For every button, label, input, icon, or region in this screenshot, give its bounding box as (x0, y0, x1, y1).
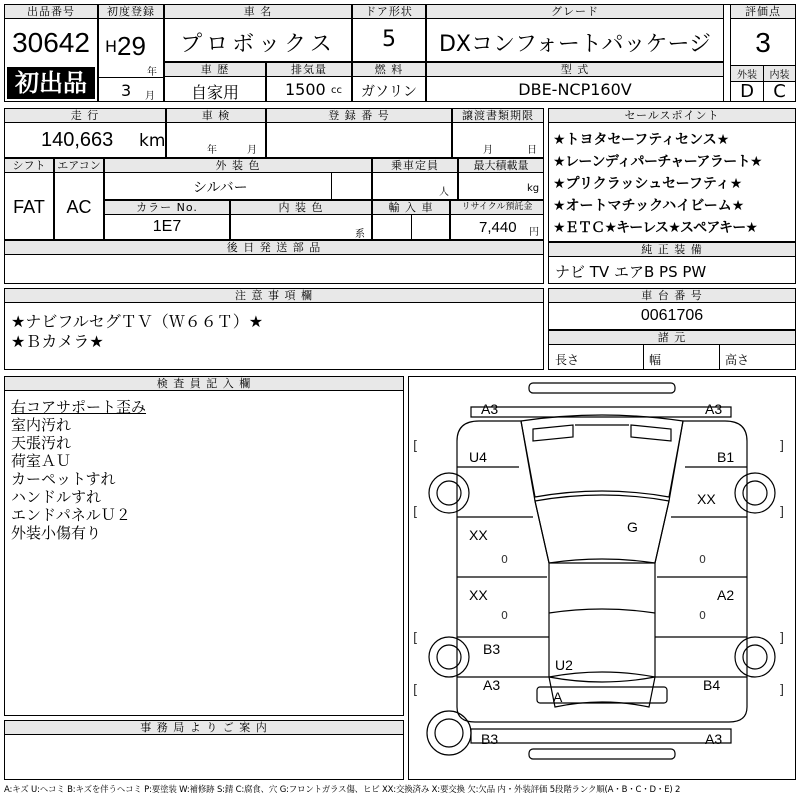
notes-line: ★ナビフルセグＴＶ（Ｗ６６Ｔ）★ (11, 312, 264, 331)
displacement-label: 排気量 (267, 63, 351, 77)
load-unit: kg (527, 183, 540, 194)
inspection-label: 車 検 (167, 109, 265, 123)
model-box (426, 62, 724, 102)
import-label: 輸 入 車 (373, 201, 449, 215)
bracket-left: [ (413, 631, 419, 646)
inspection-box (166, 108, 266, 158)
aircon-value: AC (66, 197, 92, 217)
shift-label: シフト (5, 159, 53, 173)
sales-point-item: ★プリクラッシュセーフティ★ (553, 176, 743, 192)
shift-box (4, 158, 54, 240)
door-box (352, 4, 426, 62)
fuel-label: 燃 料 (353, 63, 425, 77)
recycle-box (450, 200, 544, 240)
model-label: 型 式 (427, 63, 723, 77)
bracket-right: ] (779, 631, 785, 646)
damage-legend: A:キズ U:ヘコミ B:キズを伴うヘコミ P:要塗装 W:補修跡 S:錆 C:腐食、穴 G:フロントガラス傷、ヒビ XX:交換済み X:要交換 欠:欠品 内・外装評価 5段階ランク順(A・B・C・D・E) 2 (4, 785, 681, 795)
notes-label: 注 意 事 項 欄 (5, 289, 543, 303)
aircon-label: エアコン (55, 159, 103, 173)
registration-label: 初度登録 (99, 5, 163, 19)
interior-score: C (773, 81, 786, 102)
color-no-label: カラー No. (105, 201, 229, 215)
load-box (458, 158, 544, 200)
office-label: 事 務 局 よ り ご 案 内 (5, 721, 403, 735)
registration-month: 3 (121, 81, 132, 100)
sales-point-item: ★ＥＴＣ★キーレス★スペアキー★ (553, 220, 758, 236)
recycle-unit: 円 (529, 227, 539, 238)
int-color-unit: 系 (355, 229, 365, 240)
registration-month-unit: 月 (145, 91, 155, 102)
registration-era: H (105, 37, 118, 56)
spec-width-label: 幅 (649, 353, 662, 367)
lot-number: 30642 (12, 27, 90, 58)
plate-label: 登 録 番 号 (267, 109, 451, 123)
int-color-box (230, 200, 372, 240)
chassis-label: 車 台 番 号 (549, 289, 795, 303)
damage-left-front-door: XX (469, 527, 488, 543)
grade-box (426, 4, 724, 62)
car-name-box (164, 4, 352, 62)
sales-point-item: ★レーンディパーチャーアラート★ (553, 154, 762, 170)
bracket-left: [ (413, 439, 419, 454)
zero-mark: 0 (699, 553, 706, 566)
door-label: ドア形状 (353, 5, 425, 19)
equipment-box (548, 242, 796, 284)
damage-rear-right: A3 (705, 731, 723, 747)
damage-left-rear-fender: B3 (483, 641, 501, 657)
grade-label: グレード (427, 5, 723, 19)
car-outline (409, 377, 795, 779)
load-label: 最大積載量 (459, 159, 543, 173)
sales-points-label: セールスポイント (549, 109, 795, 123)
displacement-value: 1500 (285, 80, 326, 99)
car-name-value: プロボックス (180, 32, 336, 57)
inspector-line: 右コアサポート歪み (11, 398, 147, 416)
history-box (164, 62, 266, 102)
damage-front-right: A3 (705, 401, 723, 417)
sales-point-item: ★トヨタセーフティセンス★ (553, 132, 730, 148)
grade-value: DXコンフォートパッケージ (438, 32, 712, 57)
damage-left-front-fender: U4 (469, 449, 487, 465)
mileage-value: 140,663 (41, 129, 114, 151)
int-color-label: 内 装 色 (231, 201, 371, 215)
mileage-unit: km (139, 131, 166, 151)
transfer-month-unit: 月 (483, 145, 493, 156)
color-no-box (104, 200, 230, 240)
recycle-value: 7,440 (479, 219, 517, 236)
specs-label: 諸 元 (549, 331, 795, 345)
ext-color-label: 外 装 色 (105, 159, 371, 173)
zero-mark: 0 (699, 609, 706, 622)
inspector-line: ハンドルすれ (11, 488, 102, 506)
mileage-label: 走 行 (5, 109, 165, 123)
bracket-right: ] (779, 439, 785, 454)
inspection-year-unit: 年 (207, 145, 217, 156)
damage-front-left: A3 (481, 401, 499, 417)
inspector-line: 室内汚れ (11, 416, 72, 434)
inspection-month-unit: 月 (247, 145, 257, 156)
capacity-box (372, 158, 458, 200)
zero-mark: 0 (501, 609, 508, 622)
office-box (4, 720, 404, 780)
damage-right-rear-door: A2 (717, 587, 735, 603)
ext-color-box (104, 158, 372, 200)
bracket-left: [ (413, 505, 419, 520)
model-value: DBE-NCP160V (518, 80, 632, 99)
bracket-right: ] (779, 683, 785, 698)
registration-year: 29 (117, 31, 146, 61)
notes-box (4, 288, 544, 370)
bracket-right: ] (779, 505, 785, 520)
fuel-value: ガソリン (361, 84, 417, 100)
history-value: 自家用 (190, 83, 239, 102)
transfer-label: 譲渡書類期限 (453, 109, 543, 123)
inspector-line: エンドパネルＵ２ (11, 506, 131, 524)
interior-label: 内装 (764, 66, 795, 82)
first-listing-badge: 初出品 (7, 67, 95, 99)
plate-box (266, 108, 452, 158)
spec-length-label: 長さ (555, 353, 580, 367)
mileage-box (4, 108, 166, 158)
color-no-value: 1E7 (152, 218, 182, 235)
equipment-value: ナビ TV エアB PS PW (555, 263, 707, 281)
aircon-box (54, 158, 104, 240)
damage-roof-rear: U2 (555, 657, 573, 673)
transfer-day-unit: 日 (527, 145, 537, 156)
zero-mark: 0 (501, 553, 508, 566)
chassis-value: 0061706 (640, 307, 704, 324)
import-box (372, 200, 450, 240)
door-value: 5 (382, 27, 396, 52)
lot-box (4, 4, 98, 102)
sales-points-box (548, 108, 796, 242)
score-label: 評価点 (731, 5, 795, 19)
damage-right-front-wheel: XX (697, 491, 716, 507)
lot-label: 出品番号 (5, 5, 97, 19)
damage-left-rear-door: XX (469, 587, 488, 603)
registration-box (98, 4, 164, 102)
exterior-score: D (740, 81, 754, 102)
specs-box (548, 330, 796, 370)
damage-right-rear-quarter: B4 (703, 677, 721, 693)
inspector-label: 検 査 員 記 入 欄 (5, 377, 403, 391)
shift-value: FAT (13, 197, 45, 217)
damage-hood: G (627, 519, 638, 535)
inspector-box (4, 376, 404, 716)
spec-height-label: 高さ (725, 353, 750, 367)
inspector-line: 荷室ＡＵ (11, 452, 72, 470)
fuel-box (352, 62, 426, 102)
history-label: 車 歴 (165, 63, 265, 77)
inspector-line: カーペットすれ (11, 470, 116, 488)
later-parts-box (4, 240, 544, 284)
registration-year-unit: 年 (147, 67, 157, 78)
score-value: 3 (755, 27, 771, 58)
damage-rear-left: B3 (481, 731, 499, 747)
damage-left-rear-quarter: A3 (483, 677, 501, 693)
displacement-box (266, 62, 352, 102)
exterior-label: 外装 (731, 66, 763, 82)
capacity-label: 乗車定員 (373, 159, 457, 173)
later-parts-label: 後 日 発 送 部 品 (5, 241, 543, 255)
car-name-label: 車 名 (165, 5, 351, 19)
displacement-unit: cc (331, 85, 342, 96)
chassis-box (548, 288, 796, 330)
sales-point-item: ★オートマチックハイビーム★ (553, 198, 745, 214)
damage-tailgate: A (553, 689, 563, 705)
transfer-box (452, 108, 544, 158)
equipment-label: 純 正 装 備 (549, 243, 795, 257)
inspector-line: 天張汚れ (11, 434, 72, 452)
damage-right-front-fender: B1 (717, 449, 735, 465)
recycle-label: リサイクル預託金 (451, 201, 543, 215)
score-box (730, 4, 796, 102)
inspector-line: 外装小傷有り (11, 524, 102, 542)
ext-color-value: シルバー (193, 180, 248, 196)
car-diagram (408, 376, 796, 780)
capacity-unit: 人 (439, 187, 449, 198)
bracket-left: [ (413, 683, 419, 698)
notes-line: ★Ｂカメラ★ (11, 332, 104, 351)
